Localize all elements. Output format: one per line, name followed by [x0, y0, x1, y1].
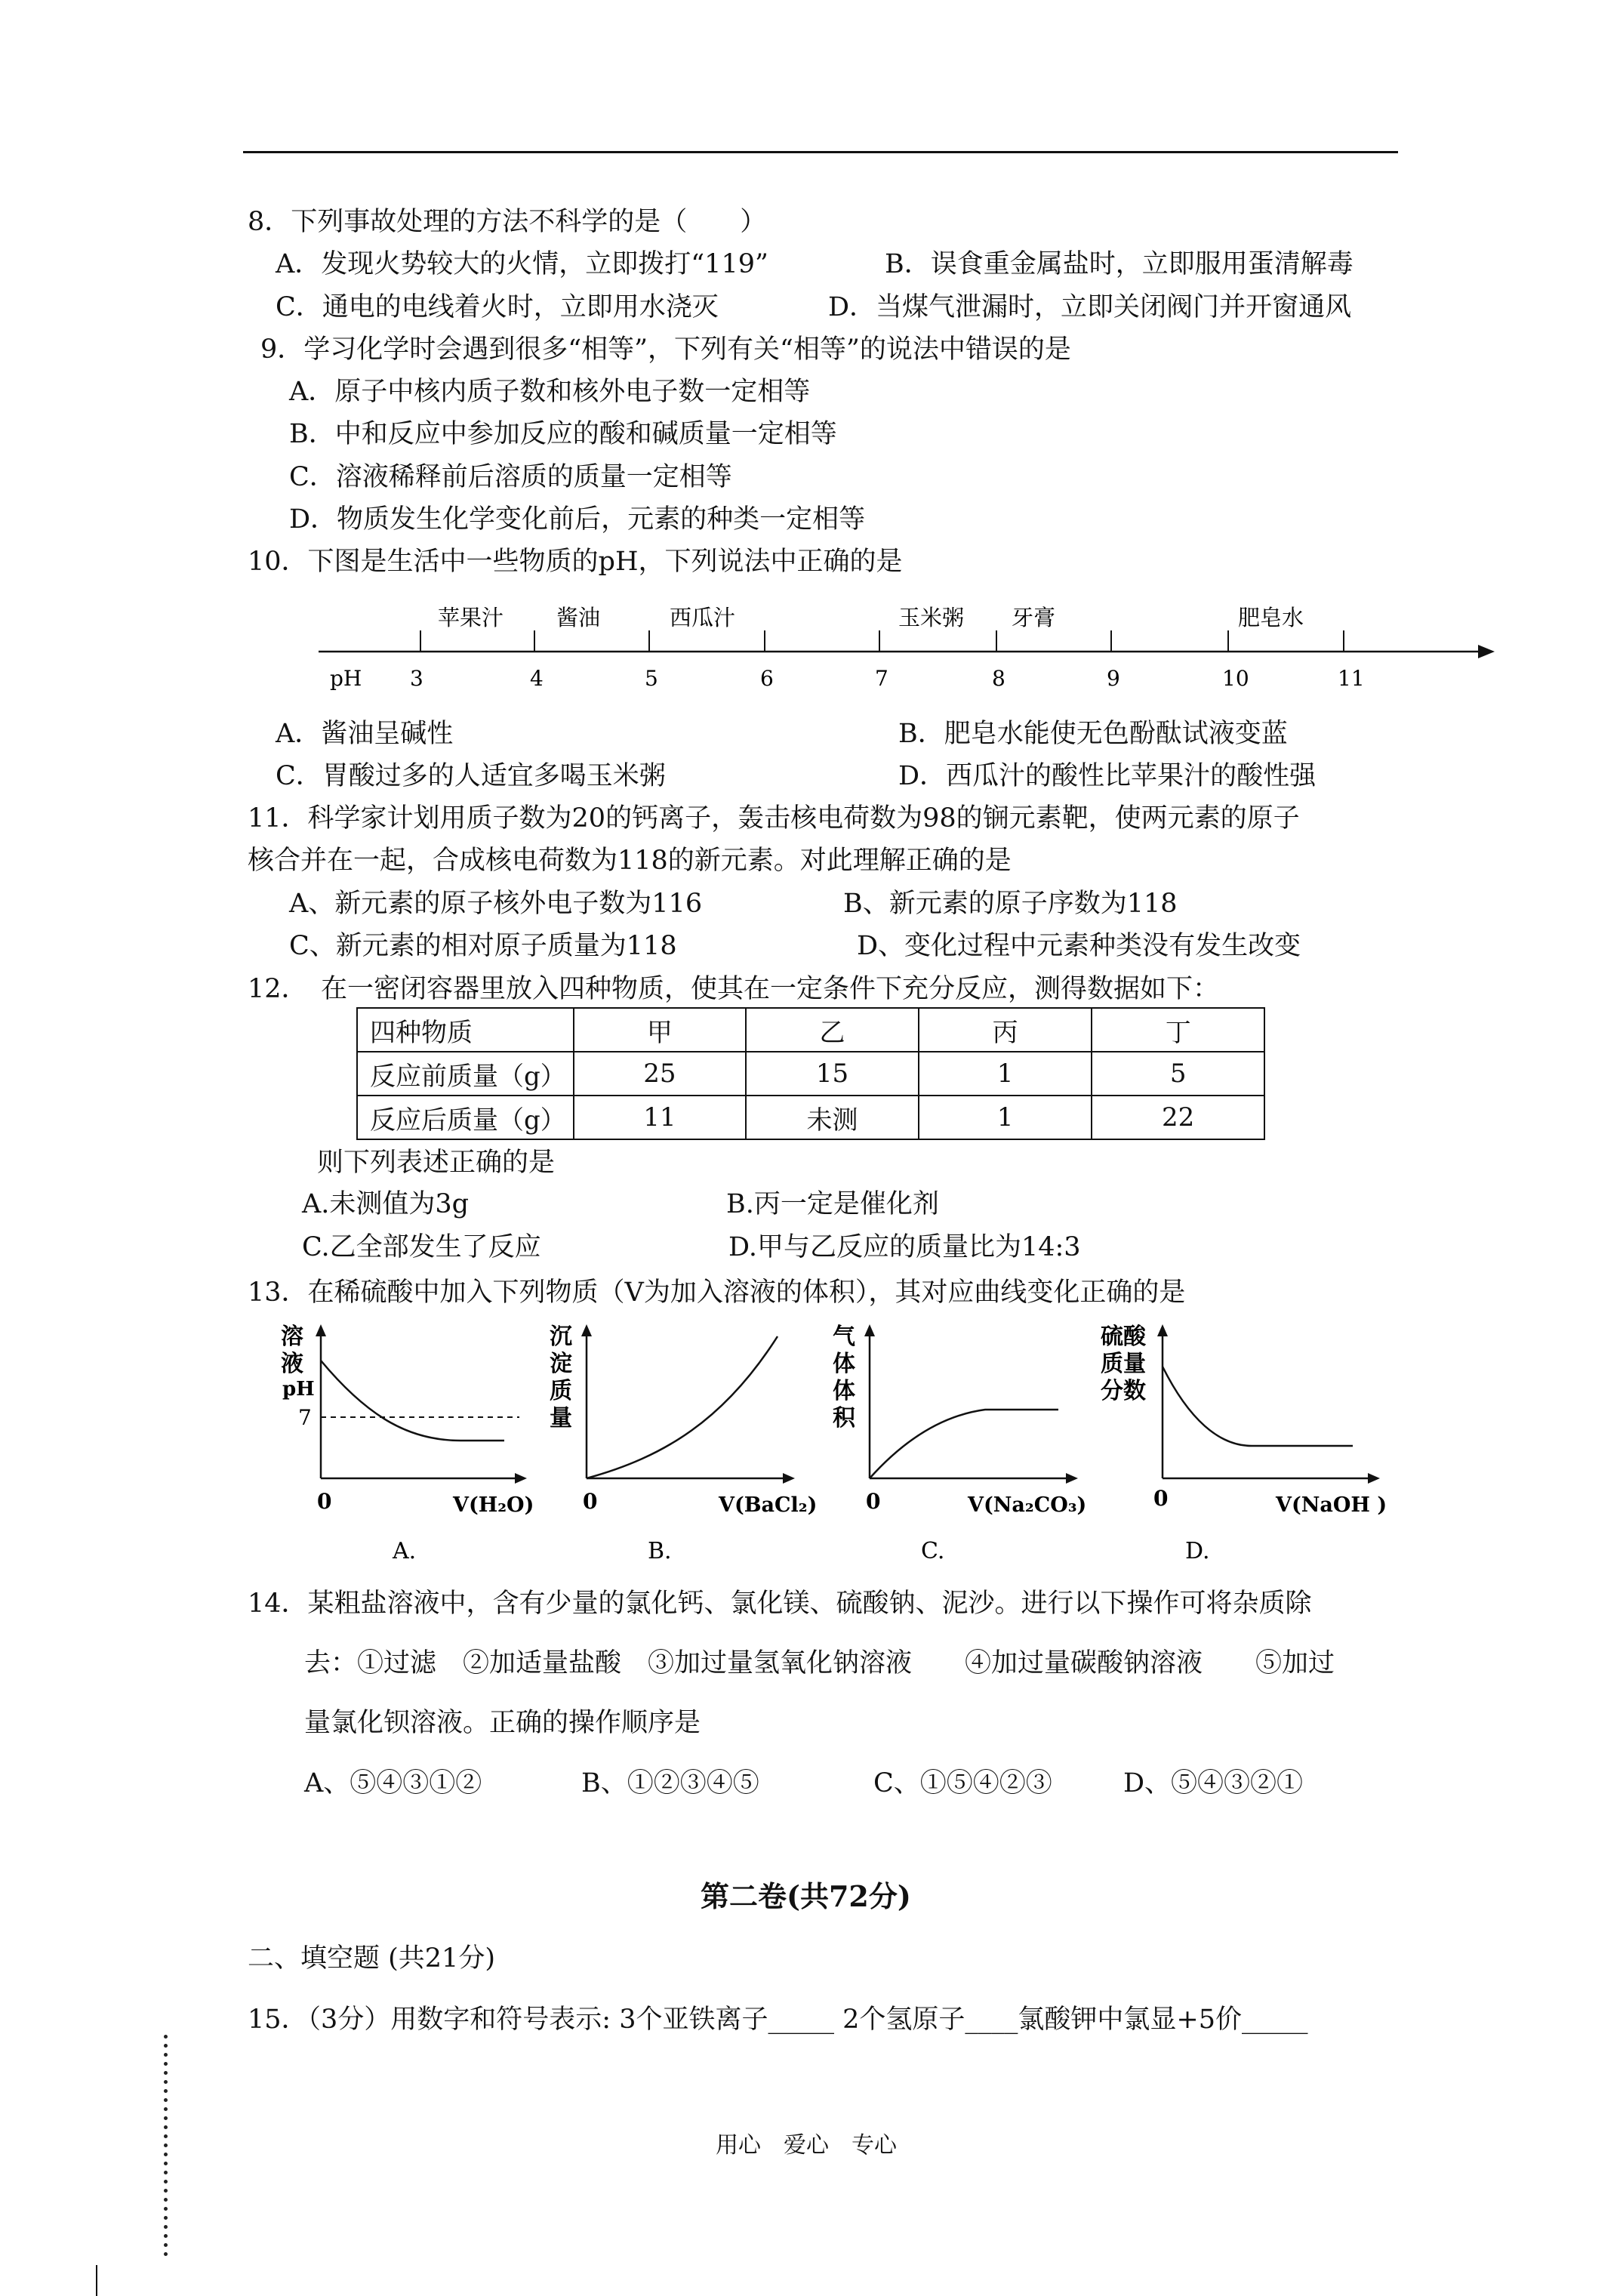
- q14-option-a: A、⑤④③①②: [304, 1768, 482, 1798]
- table-cell: 未测: [746, 1096, 919, 1139]
- binding-dot: [164, 2225, 168, 2229]
- binding-dot: [164, 2180, 168, 2184]
- graph-a-ylabel-3: pH: [282, 1378, 315, 1401]
- binding-dot: [164, 2189, 168, 2193]
- q12-data-table: [356, 1007, 1265, 1140]
- section-title: 第二卷(共72分): [701, 1879, 911, 1913]
- graph-c-xlabel: V(Na₂CO₃): [968, 1493, 1087, 1517]
- graph-b-x-arrow-icon: [783, 1473, 795, 1484]
- page-footer: 用心 爱心 专心: [716, 2132, 897, 2159]
- graph-a-ylabel-2: 液: [281, 1351, 303, 1377]
- binding-dot: [164, 2234, 168, 2238]
- table-cell: 15: [746, 1052, 919, 1096]
- q12-stem: 12． 在一密闭容器里放入四种物质，使其在一定条件下充分反应，测得数据如下：: [248, 974, 1220, 1004]
- q11-option-c: C、新元素的相对原子质量为118: [289, 931, 677, 961]
- q12-option-a: A.未测值为3g: [302, 1189, 470, 1219]
- q14-option-d: D、⑤④③②①: [1123, 1768, 1304, 1798]
- q8-option-a: A．发现火势较大的火情，立即拨打“119”: [276, 249, 768, 279]
- graph-a: [281, 1324, 534, 1563]
- graph-a-y-arrow-icon: [316, 1324, 326, 1336]
- ph-axis-arrow-icon: [1478, 645, 1495, 658]
- graph-c-ylabel-2: 体: [833, 1351, 855, 1377]
- table-header-cell: 丙: [919, 1008, 1092, 1052]
- graph-b: [550, 1324, 817, 1563]
- header-rule: [243, 151, 1398, 153]
- table-header-cell: 四种物质: [357, 1008, 574, 1052]
- graph-c-curve: [870, 1410, 1058, 1478]
- graph-c-ylabel-4: 积: [833, 1405, 855, 1432]
- q12-option-b: B.丙一定是催化剂: [726, 1189, 939, 1219]
- table-row: [357, 1096, 1264, 1139]
- graph-d: [1101, 1324, 1387, 1563]
- table-cell: 1: [919, 1052, 1092, 1096]
- binding-dot: [164, 2134, 168, 2138]
- section2-heading: 二、填空题 (共21分): [248, 1943, 495, 1974]
- ph-tick-label: 3: [410, 666, 423, 691]
- graph-b-y-arrow-icon: [581, 1324, 592, 1336]
- graph-b-option: B.: [648, 1538, 672, 1563]
- q12-option-d: D.甲与乙反应的质量比为14:3: [728, 1232, 1081, 1262]
- binding-dot: [164, 2243, 168, 2247]
- binding-dot: [164, 2162, 168, 2165]
- ph-tick-label: 7: [875, 666, 888, 691]
- graph-a-curve: [321, 1361, 504, 1441]
- table-cell: 11: [574, 1096, 747, 1139]
- q11-option-b: B、新元素的原子序数为118: [843, 889, 1178, 919]
- q11-line1: 11．科学家计划用质子数为20的钙离子，轰击核电荷数为98的锎元素靶，使两元素的原子: [248, 803, 1300, 834]
- binding-dot: [164, 2116, 168, 2120]
- graph-d-curve: [1163, 1367, 1353, 1446]
- graph-c-origin: 0: [866, 1489, 881, 1514]
- ph-tick-label: 6: [760, 666, 774, 691]
- graph-b-xlabel: V(BaCl₂): [719, 1493, 818, 1517]
- binding-dot: [164, 2143, 168, 2147]
- q10-option-b: B．肥皂水能使无色酚酞试液变蓝: [898, 719, 1288, 749]
- binding-dot: [164, 2207, 168, 2211]
- q10-option-a: A．酱油呈碱性: [276, 719, 454, 749]
- q9-option-d: D．物质发生化学变化前后，元素的种类一定相等: [289, 504, 866, 535]
- q8-option-d: D．当煤气泄漏时，立即关闭阀门并开窗通风: [828, 292, 1352, 322]
- graph-b-origin: 0: [583, 1489, 598, 1514]
- q10-option-d: D．西瓜汁的酸性比苹果汁的酸性强: [898, 761, 1317, 791]
- q14-line1: 14．某粗盐溶液中，含有少量的氯化钙、氯化镁、硫酸钠、泥沙。进行以下操作可将杂质除: [248, 1589, 1312, 1619]
- binding-dot: [164, 2098, 168, 2102]
- q14-option-b: B、①②③④⑤: [581, 1768, 759, 1798]
- graph-d-y-arrow-icon: [1157, 1324, 1168, 1336]
- q12-prompt: 则下列表述正确的是: [317, 1148, 556, 1178]
- ph-tick-label: 8: [992, 666, 1006, 691]
- q10-stem: 10．下图是生活中一些物质的pH，下列说法中正确的是: [248, 547, 903, 577]
- binding-dot: [164, 2044, 168, 2048]
- q9-option-c: C．溶液稀释前后溶质的质量一定相等: [289, 462, 732, 492]
- q11-option-d: D、变化过程中元素种类没有发生改变: [857, 931, 1301, 961]
- graph-d-ylabel-2: 质量: [1101, 1351, 1146, 1377]
- q10-option-c: C．胃酸过多的人适宜多喝玉米粥: [276, 761, 666, 791]
- q14-line2: 去：①过滤 ②加适量盐酸 ③加过量氢氧化钠溶液 ④加过量碳酸钠溶液 ⑤加过: [304, 1648, 1335, 1678]
- ph-substance-label: 酱油: [556, 605, 601, 630]
- binding-dot: [164, 2107, 168, 2111]
- graph-d-option: D.: [1185, 1538, 1210, 1563]
- graph-b-ylabel-1: 沉: [550, 1324, 572, 1350]
- q14-option-c: C、①⑤④②③: [873, 1768, 1052, 1798]
- graph-a-ref-label: 7: [298, 1405, 312, 1430]
- table-cell: 5: [1092, 1052, 1264, 1096]
- table-cell: 25: [574, 1052, 747, 1096]
- binding-dot: [164, 2053, 168, 2057]
- ph-substance-label: 西瓜汁: [670, 605, 736, 630]
- graph-b-ylabel-2: 淀: [550, 1351, 572, 1377]
- binding-dot: [164, 2089, 168, 2093]
- q12-option-c: C.乙全部发生了反应: [302, 1232, 541, 1262]
- graph-c-x-arrow-icon: [1066, 1473, 1078, 1484]
- ph-tick-label: 9: [1107, 666, 1120, 691]
- table-header-cell: 乙: [746, 1008, 919, 1052]
- graph-b-curve: [587, 1336, 778, 1478]
- table-cell: 1: [919, 1096, 1092, 1139]
- graph-d-xlabel: V(NaOH ): [1276, 1493, 1387, 1517]
- binding-dot: [164, 2198, 168, 2202]
- table-header-cell: 甲: [574, 1008, 747, 1052]
- binding-dot: [164, 2062, 168, 2066]
- graph-a-x-arrow-icon: [515, 1473, 527, 1484]
- binding-dot: [164, 2035, 168, 2039]
- table-row: [357, 1052, 1264, 1096]
- ph-tick-label: 11: [1338, 666, 1365, 691]
- graph-c-option: C.: [921, 1538, 945, 1563]
- table-header-row: [357, 1008, 1264, 1052]
- q9-option-a: A．原子中核内质子数和核外电子数一定相等: [289, 377, 811, 407]
- graph-c-y-arrow-icon: [864, 1324, 875, 1336]
- q14-line3: 量氯化钡溶液。正确的操作顺序是: [304, 1708, 701, 1738]
- q13-graphs: [0, 1314, 1623, 1563]
- q8-option-c: C．通电的电线着火时，立即用水浇灭: [276, 292, 719, 322]
- binding-dot: [164, 2153, 168, 2156]
- graph-a-origin: 0: [317, 1489, 332, 1514]
- graph-d-origin: 0: [1153, 1486, 1169, 1511]
- graph-b-ylabel-4: 量: [550, 1405, 572, 1432]
- binding-edge-line: [96, 2265, 97, 2296]
- ph-substance-label: 肥皂水: [1238, 605, 1304, 630]
- ph-tick-label: 10: [1222, 666, 1249, 691]
- ph-substance-label: 玉米粥: [898, 605, 965, 630]
- graph-d-ylabel-1: 硫酸: [1101, 1324, 1146, 1350]
- ph-axis-label: pH: [330, 666, 362, 691]
- q8-option-b: B．误食重金属盐时，立即服用蛋清解毒: [885, 249, 1354, 279]
- ph-tick-label: 4: [530, 666, 544, 691]
- table-cell: 反应后质量（g）: [357, 1096, 574, 1139]
- q15: 15．（3分）用数字和符号表示: 3个亚铁离子_____ 2个氢原子____氯酸钾中氯显+5价_____: [248, 2005, 1308, 2035]
- table-cell: 22: [1092, 1096, 1264, 1139]
- graph-c-ylabel-3: 体: [833, 1378, 855, 1404]
- ph-substance-label: 苹果汁: [438, 605, 504, 630]
- binding-dot: [164, 2125, 168, 2129]
- graph-c: [833, 1324, 1086, 1563]
- graph-a-ylabel-1: 溶: [281, 1324, 303, 1350]
- q13-stem: 13．在稀硫酸中加入下列物质（V为加入溶液的体积），其对应曲线变化正确的是: [248, 1277, 1186, 1308]
- table-cell: 反应前质量（g）: [357, 1052, 574, 1096]
- binding-dot: [164, 2071, 168, 2075]
- ph-substance-label: 牙膏: [1012, 605, 1056, 630]
- q11-option-a: A、新元素的原子核外电子数为116: [289, 889, 703, 919]
- ph-scale-diagram: [0, 596, 1623, 702]
- graph-a-option: A.: [393, 1538, 417, 1563]
- binding-dot: [164, 2171, 168, 2174]
- graph-a-xlabel: V(H₂O): [453, 1493, 534, 1517]
- q9-option-b: B．中和反应中参加反应的酸和碱质量一定相等: [289, 419, 837, 449]
- graph-d-x-arrow-icon: [1368, 1473, 1380, 1484]
- q8-stem: 8．下列事故处理的方法不科学的是（ ）: [248, 207, 767, 237]
- q11-line2: 核合并在一起，合成核电荷数为118的新元素。对此理解正确的是: [248, 846, 1012, 876]
- binding-dot: [164, 2080, 168, 2084]
- graph-c-ylabel-1: 气: [833, 1324, 855, 1350]
- graph-d-ylabel-3: 分数: [1101, 1378, 1146, 1404]
- binding-dot: [164, 2252, 168, 2256]
- graph-b-ylabel-3: 质: [550, 1378, 572, 1404]
- ph-tick-label: 5: [645, 666, 658, 691]
- q9-stem: 9．学习化学时会遇到很多“相等”，下列有关“相等”的说法中错误的是: [260, 334, 1071, 365]
- binding-dot: [164, 2216, 168, 2220]
- table-header-cell: 丁: [1092, 1008, 1264, 1052]
